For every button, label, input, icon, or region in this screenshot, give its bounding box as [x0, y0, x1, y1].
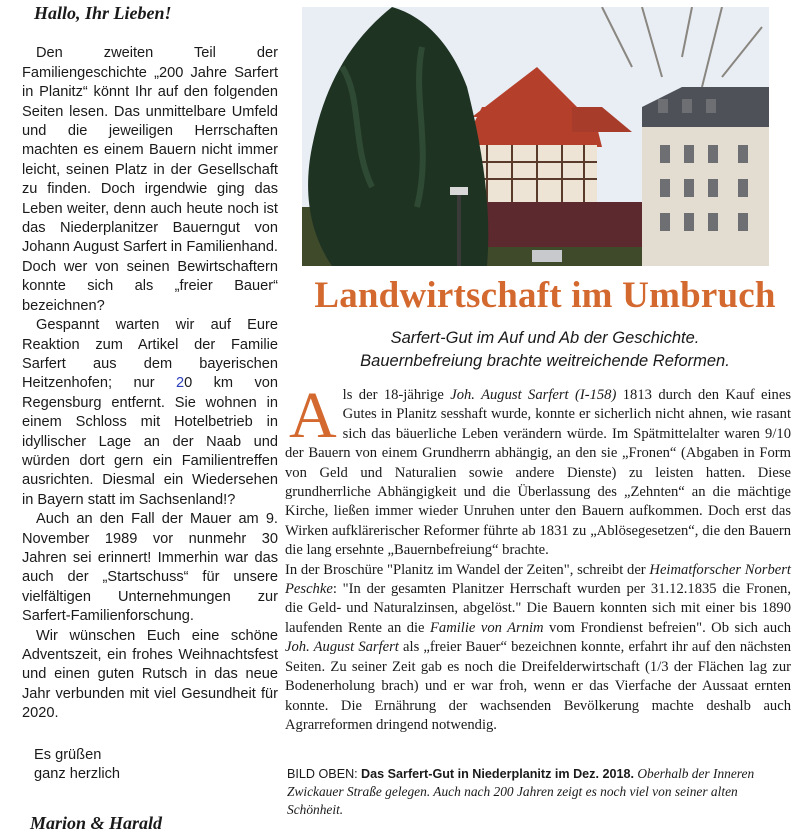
- family-name: Familie von Arnim: [430, 619, 544, 636]
- article-body: [285, 379, 792, 735]
- sidebar-paragraph: Auch an den Fall der Mauer am 9. November 1989 vor nunmehr 30 Jahren sei erinnert! Immerhin war das auch der „Startschuss“ für unsere vielfältigen Unternehmungen zur Sarfert-Familienforschung.: [22, 511, 278, 625]
- person-name: Joh. August Sarfert (I-158): [450, 387, 617, 403]
- drop-cap: A: [289, 379, 337, 452]
- highlighted-digit: 2: [175, 375, 185, 392]
- author-name: Heimatforscher Norbert Peschke: [285, 561, 791, 598]
- closing-line: Es grüßen: [34, 746, 102, 763]
- closing-line: ganz herzlich: [34, 766, 120, 783]
- article-paragraph: [285, 561, 791, 736]
- sidebar-paragraph: Wir wünschen Euch eine schöne Adventszeit, ein frohes Weihnachtsfest und einen guten Rutsch in das neue Jahr verbunden mit viel Gesundheit für 2020.: [22, 627, 278, 722]
- subheadline-line: Bauernbefreiung brachte weitreichende Reformen.: [360, 352, 730, 370]
- article-text: als „freier Bauer“ bezeichnen konnte, erfahrt ihr auf den nächsten Seiten. Zu seiner Zeit gab es noch die Dreifelderwirtschaft (1/3 der Flächen lag zur Bodenerholung brach) und er war froh, wenn er das Vierfache der Aussaat ernten konnte. Die Ernährung der wachsenden Bevölkerung machte deshalb auch Agrarreformen dringend notwendig.: [285, 639, 791, 733]
- sidebar-paragraph: [22, 316, 278, 510]
- sidebar-paragraph-text: Gespannt warten wir auf Eure Reaktion zum Artikel der Familie Sarfert aus dem bayerischen Heitzenhofen; nur: [22, 317, 278, 392]
- sidebar-column: [22, 4, 278, 834]
- caption-title: Das Sarfert-Gut in Niederplanitz im Dez. 2018.: [361, 767, 634, 781]
- caption-label: BILD OBEN:: [287, 767, 358, 781]
- greeting-heading: Hallo, Ihr Lieben!: [34, 3, 172, 23]
- article-text: : "In der gesamten Planitzer Herrschaft wurden per 31.12.1835 die Fronen, die Geld- und Naturalzinsen, abgelöst." Die Bauern konnten sich mit einer bis 1890 laufenden Rente an die: [285, 581, 791, 636]
- article-subheadline: [300, 327, 790, 373]
- article-headline: Landwirtschaft im Umbruch: [314, 275, 776, 316]
- article-text: vom Frondienst befreien". Ob sich auch: [543, 619, 791, 636]
- caption-text: Oberhalb der Inneren Zwickauer Straße gelegen. Auch nach 200 Jahren zeigt es noch viel von seiner alten Schönheit.: [287, 766, 755, 817]
- article-text: 1813 durch den Kauf eines Gutes in Planitz sesshaft wurde, konnte er sicherlich nicht ahnen, wie rasant sich das bäuerliche Leben verändern würde. Im Spätmittelalter waren 9/10 der Bauern von einem Grundherrn abhängig, an den sie „Fronen“ (Abgaben in Form von Geld und Naturalien sowie andere Dienste) zu leisten hatten. Diese grundherrliche Abhängigkeit und die Überlassung des „Zehnten“ an die mächtige Kirche, ließen immer wieder Unruhen unter den Bauern aufkommen. Doch erst das Wirken aufklärerischer Reformer führte ab 1831 zu „Ablösegesetzen“, die den Bauern die lang ersehnte „Bauernbefreiung“ brachte.: [285, 387, 792, 559]
- farm-photo: [302, 7, 769, 266]
- person-name: Joh. August Sarfert: [285, 639, 399, 656]
- article-paragraph: [285, 379, 792, 561]
- photo-caption: [287, 765, 791, 819]
- farm-photo-illustration: [302, 7, 769, 266]
- parked-car: [532, 250, 562, 262]
- article-text: ls der 18-jährige: [342, 387, 451, 403]
- lamp-head: [450, 187, 468, 195]
- signature: Marion & Harald: [30, 813, 163, 834]
- sidebar-paragraph-text: 0 km von Regensburg entfernt. Sie wohnen in einem Schloss mit Hotelbetrieb in idyllischer Lage an der Naab und würden dort gern ein Familientreffen ausrichten. Diesmal ein Wiedersehen in Bayern statt im Sachsenland!?: [22, 375, 278, 508]
- lamp-post: [457, 192, 461, 266]
- closing: [34, 746, 278, 785]
- subheadline-line: Sarfert-Gut im Auf und Ab der Geschichte.: [390, 329, 700, 347]
- article-text: In der Broschüre "Planitz im Wandel der Zeiten", schreibt der: [285, 561, 650, 578]
- sidebar-paragraph: Den zweiten Teil der Familiengeschichte „200 Jahre Sarfert in Planitz“ könnt Ihr auf den folgenden Seiten lesen. Das unmittelbare Umfeld und die jeweiligen Herrschaften machten es einem Bauern nicht immer leicht, seinen Platz in der Gesellschaft zu finden. Doch irgendwie ging das Leben weiter, denn auch heute noch ist das Niederplanitzer Bauerngut von Johann August Sarfert in Familienhand. Doch wer von seinen Bewirtschaftern konnte sich als „freier Bauer“ bezeichnen?: [22, 45, 278, 314]
